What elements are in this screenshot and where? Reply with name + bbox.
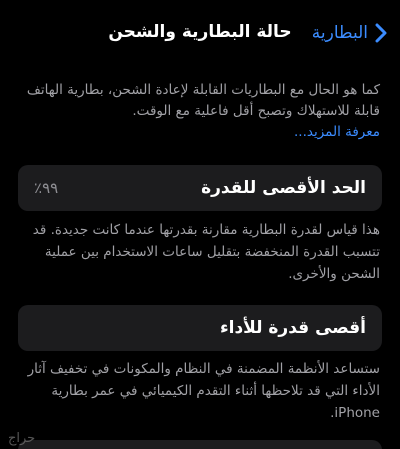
back-button-label: البطارية	[311, 23, 368, 43]
peak-performance-label: أقصى قدرة للأداء	[219, 318, 366, 338]
intro-text: كما هو الحال مع البطاريات القابلة لإعادة الشحن، بطارية الهاتف قابلة للاستهلاك وتصبح أقل فاعلية مع الوقت.	[26, 82, 380, 119]
navigation-bar	[0, 0, 400, 68]
next-card	[18, 440, 382, 449]
page-title: حالة البطارية والشحن	[108, 22, 292, 42]
maximum-capacity-description: هذا قياس لقدرة البطارية مقارنة بقدرتها عندما كانت جديدة. قد تتسبب القدرة المنخفضة بتقليل ساعات الاستخدام بين عملية الشحن والأخرى.	[32, 222, 380, 282]
intro-section	[18, 80, 380, 143]
maximum-capacity-row	[18, 165, 382, 211]
maximum-capacity-label: الحد الأقصى للقدرة	[201, 178, 366, 198]
learn-more-link[interactable]: معرفة المزيد...	[293, 124, 380, 140]
peak-performance-row	[18, 305, 382, 351]
peak-performance-description: ستساعد الأنظمة المضمنة في النظام والمكونات في تخفيف آثار الأداء التي قد تلاحظها أثناء التقدم الكيميائي في عمر بطارية iPhone.	[27, 361, 380, 421]
watermark: حراج	[8, 431, 36, 446]
maximum-capacity-value: ٪٩٩	[34, 179, 59, 197]
